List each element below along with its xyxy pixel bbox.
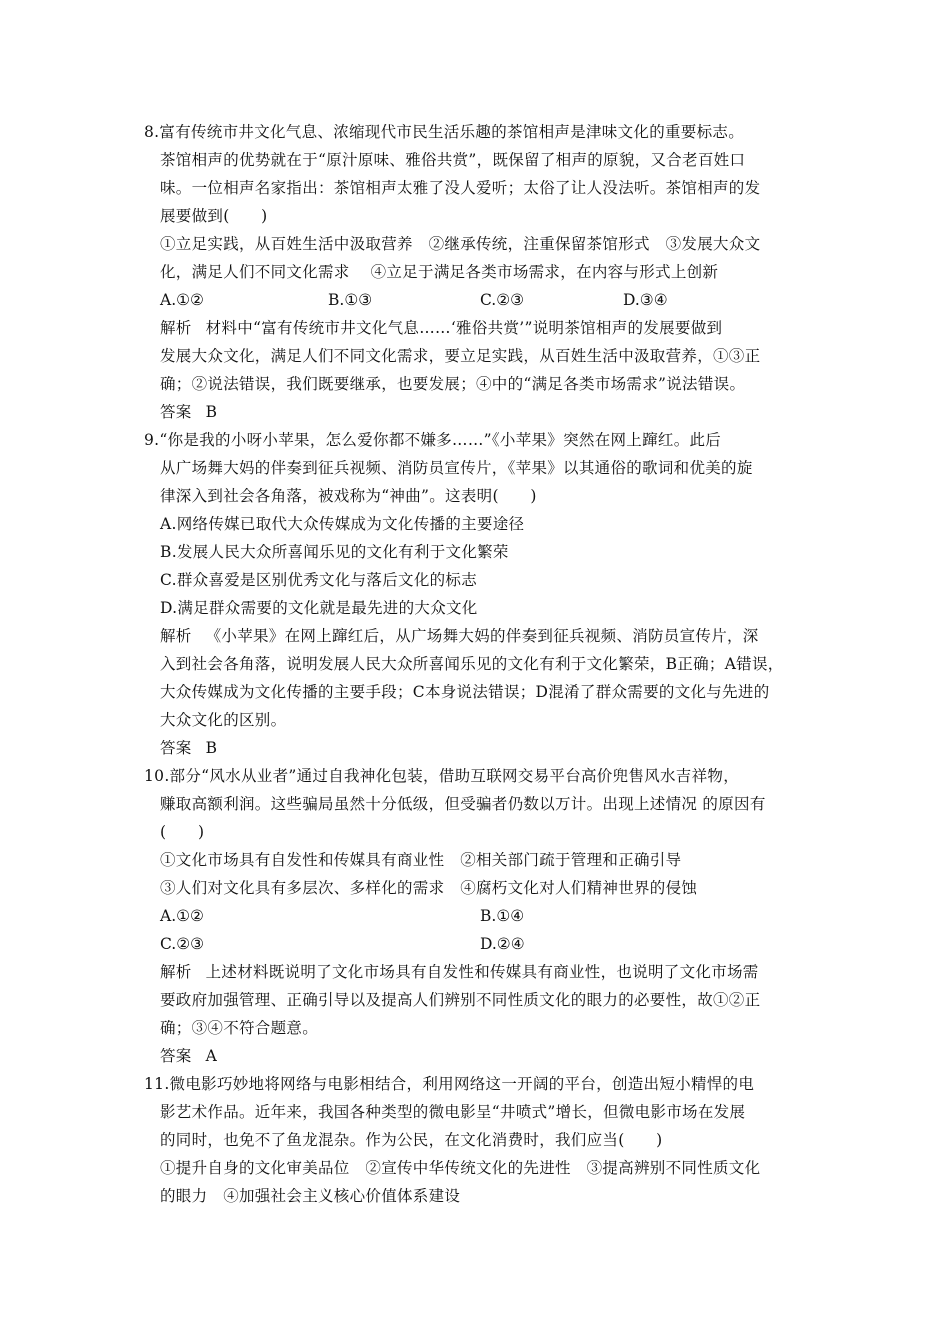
question-stem-line: 展要做到( ) — [160, 207, 268, 225]
answer-line — [160, 401, 217, 423]
analysis-line: 大众文化的区别。 — [160, 711, 287, 729]
question-stem-line: 味。一位相声名家指出：茶馆相声太雅了没人爱听；太俗了让人没法听。茶馆相声的发 — [160, 179, 761, 197]
analysis-line: 入到社会各角落，说明发展人民大众所喜闻乐见的文化有利于文化繁荣，B正确；A错误， — [160, 655, 784, 673]
choice-item-line: ①文化市场具有自发性和传媒具有商业性 ②相关部门疏于管理和正确引导 — [160, 851, 682, 869]
option-a: A.①② — [160, 907, 204, 925]
analysis-line — [160, 317, 722, 339]
answer-value: B — [205, 739, 218, 757]
analysis-label: 解析 — [160, 627, 192, 645]
analysis-line: 确；③④不符合题意。 — [160, 1019, 319, 1037]
choice-item-line: ③人们对文化具有多层次、多样化的需求 ④腐朽文化对人们精神世界的侵蚀 — [160, 879, 698, 897]
analysis-line: 确；②说法错误，我们既要继承，也要发展；④中的“满足各类市场需求”说法错误。 — [160, 375, 746, 393]
choice-item-line: 化，满足人们不同文化需求 ④立足于满足各类市场需求，在内容与形式上创新 — [160, 263, 719, 281]
option-d: D.③④ — [623, 291, 668, 309]
answer-value: A — [205, 1047, 218, 1065]
question-stem-line: 茶馆相声的优势就在于“原汁原味、雅俗共赏”，既保留了相声的原貌，又合老百姓口 — [160, 151, 746, 169]
answer-line — [160, 737, 217, 759]
analysis-line — [160, 961, 759, 983]
question-stem-line: 从广场舞大妈的伴奏到征兵视频、消防员宣传片，《苹果》以其通俗的歌词和优美的旋 — [160, 459, 753, 477]
option-c: C.群众喜爱是区别优秀文化与落后文化的标志 — [160, 571, 478, 589]
question-stem-line: 10.部分“风水从业者”通过自我神化包装，借助互联网交易平台高价兜售风水吉祥物， — [144, 767, 740, 785]
question-stem-line: 8.富有传统市井文化气息、浓缩现代市民生活乐趣的茶馆相声是津味文化的重要标志。 — [144, 123, 744, 141]
analysis-line: 要政府加强管理、正确引导以及提高人们辨别不同性质文化的眼力的必要性，故①②正 — [160, 991, 761, 1009]
option-b: B.①④ — [480, 907, 525, 925]
answer-label: 答案 — [160, 403, 192, 421]
answer-value: B — [205, 403, 218, 421]
question-stem-line: 的同时，也免不了鱼龙混杂。作为公民，在文化消费时，我们应当( ) — [160, 1131, 663, 1149]
analysis-line: 大众传媒成为文化传播的主要手段；C本身说法错误；D混淆了群众需要的文化与先进的 — [160, 683, 770, 701]
answer-label: 答案 — [160, 739, 192, 757]
answer-line — [160, 1045, 217, 1067]
question-stem-line: ( ) — [160, 823, 205, 841]
option-d: D.②④ — [480, 935, 525, 953]
choice-item-line: ①立足实践，从百姓生活中汲取营养 ②继承传统，注重保留茶馆形式 ③发展大众文 — [160, 235, 761, 253]
analysis-text: 上述材料既说明了文化市场具有自发性和传媒具有商业性，也说明了文化市场需 — [205, 963, 759, 981]
analysis-label: 解析 — [160, 319, 192, 337]
analysis-label: 解析 — [160, 963, 192, 981]
question-stem-line: 影艺术作品。近年来，我国各种类型的微电影呈“井喷式”增长，但微电影市场在发展 — [160, 1103, 746, 1121]
option-c: C.②③ — [160, 935, 205, 953]
option-b: B.发展人民大众所喜闻乐见的文化有利于文化繁荣 — [160, 543, 509, 561]
analysis-text: 《小苹果》在网上蹿红后，从广场舞大妈的伴奏到征兵视频、消防员宣传片，深 — [205, 627, 759, 645]
choice-item-line: 的眼力 ④加强社会主义核心价值体系建设 — [160, 1187, 461, 1205]
question-stem-line: 赚取高额利润。这些骗局虽然十分低级，但受骗者仍数以万计。出现上述情况 的原因有 — [160, 795, 766, 813]
question-stem-line: 9.“你是我的小呀小苹果，怎么爱你都不嫌多……”《小苹果》突然在网上蹿红。此后 — [144, 431, 722, 449]
answer-label: 答案 — [160, 1047, 192, 1065]
analysis-line — [160, 625, 759, 647]
option-a: A.网络传媒已取代大众传媒成为文化传播的主要途径 — [160, 515, 525, 533]
question-stem-line: 律深入到社会各角落，被戏称为“神曲”。这表明( ) — [160, 487, 537, 505]
analysis-line: 发展大众文化，满足人们不同文化需求，要立足实践，从百姓生活中汲取营养，①③正 — [160, 347, 761, 365]
option-c: C.②③ — [480, 291, 525, 309]
analysis-text: 材料中“富有传统市井文化气息……‘雅俗共赏’”说明茶馆相声的发展要做到 — [205, 319, 723, 337]
option-d: D.满足群众需要的文化就是最先进的大众文化 — [160, 599, 478, 617]
choice-item-line: ①提升自身的文化审美品位 ②宣传中华传统文化的先进性 ③提高辨别不同性质文化 — [160, 1159, 761, 1177]
question-stem-line: 11.微电影巧妙地将网络与电影相结合，利用网络这一开阔的平台，创造出短小精悍的电 — [144, 1075, 755, 1093]
option-a: A.①② — [160, 291, 204, 309]
option-b: B.①③ — [328, 291, 373, 309]
